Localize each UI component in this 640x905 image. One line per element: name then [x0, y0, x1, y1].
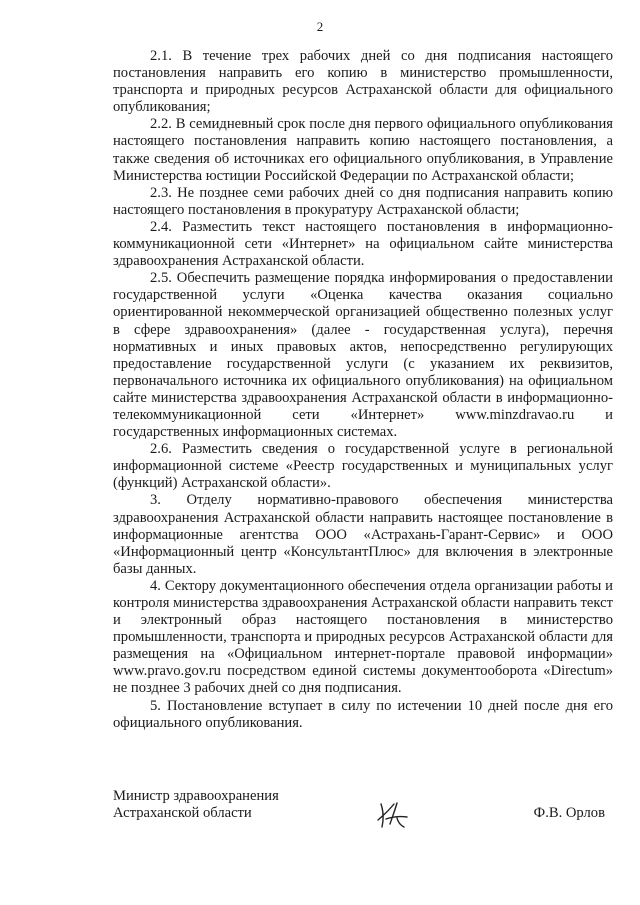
- paragraph-4: 4. Сектору документационного обеспечения отдела организации работы и контроля министерства здравоохранения Астраханской области направить текст и электронный образ настоящего постановления в министерство промышленности, транспорта и природных ресурсов Астраханской области для размещения на «Официальном интернет-портале правовой информации» www.pravo.gov.ru посредством единой системы документооборота «Directum» не позднее 3 рабочих дней со дня подписания.: [113, 577, 613, 697]
- signature-block: [113, 788, 613, 828]
- signatory-title-line1: Министр здравоохранения: [113, 788, 279, 804]
- paragraph-2-1: 2.1. В течение трех рабочих дней со дня подписания настоящего постановления направить его копию в министерство промышленности, транспорта и природных ресурсов Астраханской области для официального опубликования;: [113, 48, 613, 116]
- handwritten-signature: [375, 800, 411, 830]
- paragraph-3: 3. Отделу нормативно-правового обеспечения министерства здравоохранения Астраханской области направить настоящее постановление в информационные агентства ООО «Астрахань-Гарант-Сервис» и ООО «Информационный центр «КонсультантПлюс» для включения в электронные базы данных.: [113, 492, 613, 577]
- paragraph-2-6: 2.6. Разместить сведения о государственной услуге в региональной информационной системе «Реестр государственных и муниципальных услуг (функций) Астраханской области».: [113, 441, 613, 492]
- paragraph-5: 5. Постановление вступает в силу по истечении 10 дней после дня его официального опубликования.: [113, 697, 613, 731]
- paragraph-2-4: 2.4. Разместить текст настоящего постановления в информационно-коммуникационной сети «Интернет» на официальном сайте министерства здравоохранения Астраханской области.: [113, 218, 613, 270]
- document-body: [113, 48, 613, 732]
- signatory-title-line2: Астраханской области: [113, 805, 252, 821]
- paragraph-2-3: 2.3. Не позднее семи рабочих дней со дня подписания направить копию настоящего постановления в прокуратуру Астраханской области;: [113, 184, 613, 218]
- signatory-title: [113, 788, 279, 822]
- signatory-name: Ф.В. Орлов: [533, 805, 605, 821]
- page-number: 2: [316, 19, 324, 34]
- paragraph-2-2: 2.2. В семидневный срок после дня первого официального опубликования настоящего постановления направить копию настоящего постановления, а также сведения об источниках его официального опубликования, в Управление Министерства юстиции Российской Федерации по Астраханской области;: [113, 116, 613, 184]
- paragraph-2-5: 2.5. Обеспечить размещение порядка информирования о предоставлении государственной услуги «Оценка качества оказания социально ориентированной некоммерческой организацией общественно полезных услуг в сфере здравоохранения» (далее - государственная услуга), перечня нормативных и иных правовых актов, непосредственно регулирующих предоставление государственной услуги (с указанием их реквизитов, первоначального источника их официального опубликования) на официальном сайте министерства здравоохранения Астраханской области в информационно-телекоммуникационной сети «Интернет» www.minzdravao.ru и государственных информационных системах.: [113, 270, 613, 441]
